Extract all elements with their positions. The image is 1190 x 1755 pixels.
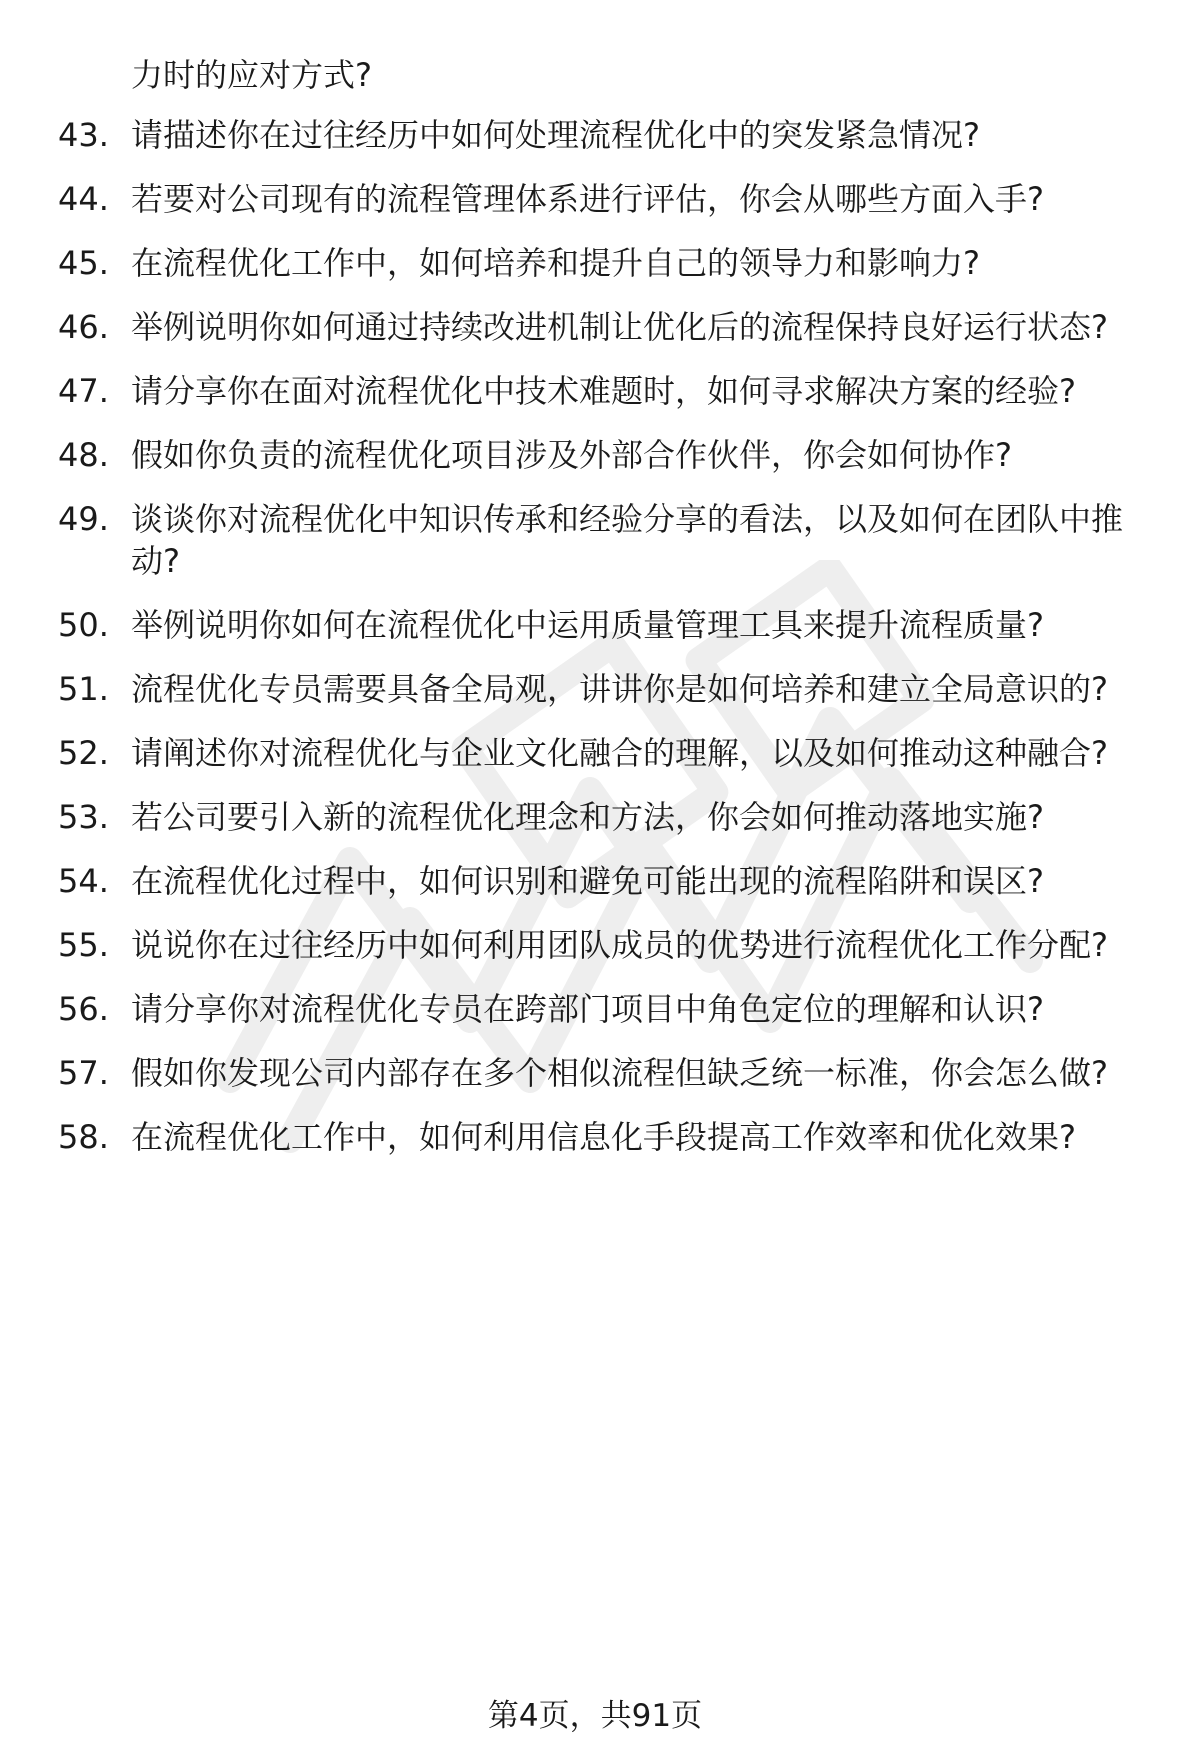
question-number: 50. [58,606,109,644]
question-text: 请描述你在过往经历中如何处理流程优化中的突发紧急情况? [131,116,980,154]
question-text: 若公司要引入新的流程优化理念和方法，你会如何推动落地实施? [131,798,1044,836]
list-item [58,178,1148,220]
question-number: 44. [58,180,109,218]
question-list [58,52,1148,1180]
question-text: 请分享你在面对流程优化中技术难题时，如何寻求解决方案的经验? [131,372,1076,410]
question-number: 46. [58,308,109,346]
list-item [58,860,1148,902]
list-item [58,668,1148,710]
continued-text: 力时的应对方式? [131,56,372,94]
question-text: 请分享你对流程优化专员在跨部门项目中角色定位的理解和认识? [131,990,1044,1028]
question-number: 49. [58,500,109,538]
list-item [58,604,1148,646]
question-number: 43. [58,116,109,154]
list-item [58,434,1148,476]
question-number: 53. [58,798,109,836]
question-text: 在流程优化工作中，如何培养和提升自己的领导力和影响力? [131,244,980,282]
list-item [58,370,1148,412]
question-text: 假如你发现公司内部存在多个相似流程但缺乏统一标准，你会怎么做? [131,1054,1108,1092]
question-text: 流程优化专员需要具备全局观，讲讲你是如何培养和建立全局意识的? [131,670,1108,708]
question-text: 在流程优化工作中，如何利用信息化手段提高工作效率和优化效果? [131,1118,1076,1156]
question-number: 51. [58,670,109,708]
list-item [58,306,1148,348]
page-footer: 第4页，共91页 [487,1698,703,1734]
question-text: 举例说明你如何在流程优化中运用质量管理工具来提升流程质量? [131,606,1044,644]
question-text: 假如你负责的流程优化项目涉及外部合作伙伴，你会如何协作? [131,436,1012,474]
question-number: 55. [58,926,109,964]
question-number: 45. [58,244,109,282]
question-text: 谈谈你对流程优化中知识传承和经验分享的看法，以及如何在团队中推动? [131,500,1124,580]
question-text: 说说你在过往经历中如何利用团队成员的优势进行流程优化工作分配? [131,926,1108,964]
list-item [58,924,1148,966]
list-item [58,988,1148,1030]
question-number: 54. [58,862,109,900]
question-number: 52. [58,734,109,772]
list-item [58,732,1148,774]
question-text: 若要对公司现有的流程管理体系进行评估，你会从哪些方面入手? [131,180,1044,218]
list-item [58,242,1148,284]
question-number: 56. [58,990,109,1028]
question-number: 47. [58,372,109,410]
list-item [58,1052,1148,1094]
list-item [58,498,1148,582]
question-number: 57. [58,1054,109,1092]
list-item [58,796,1148,838]
list-item [58,1116,1148,1158]
question-number: 58. [58,1118,109,1156]
question-number: 48. [58,436,109,474]
question-text: 在流程优化过程中，如何识别和避免可能出现的流程陷阱和误区? [131,862,1044,900]
question-text: 请阐述你对流程优化与企业文化融合的理解，以及如何推动这种融合? [131,734,1108,772]
list-item [58,114,1148,156]
question-text: 举例说明你如何通过持续改进机制让优化后的流程保持良好运行状态? [131,308,1108,346]
